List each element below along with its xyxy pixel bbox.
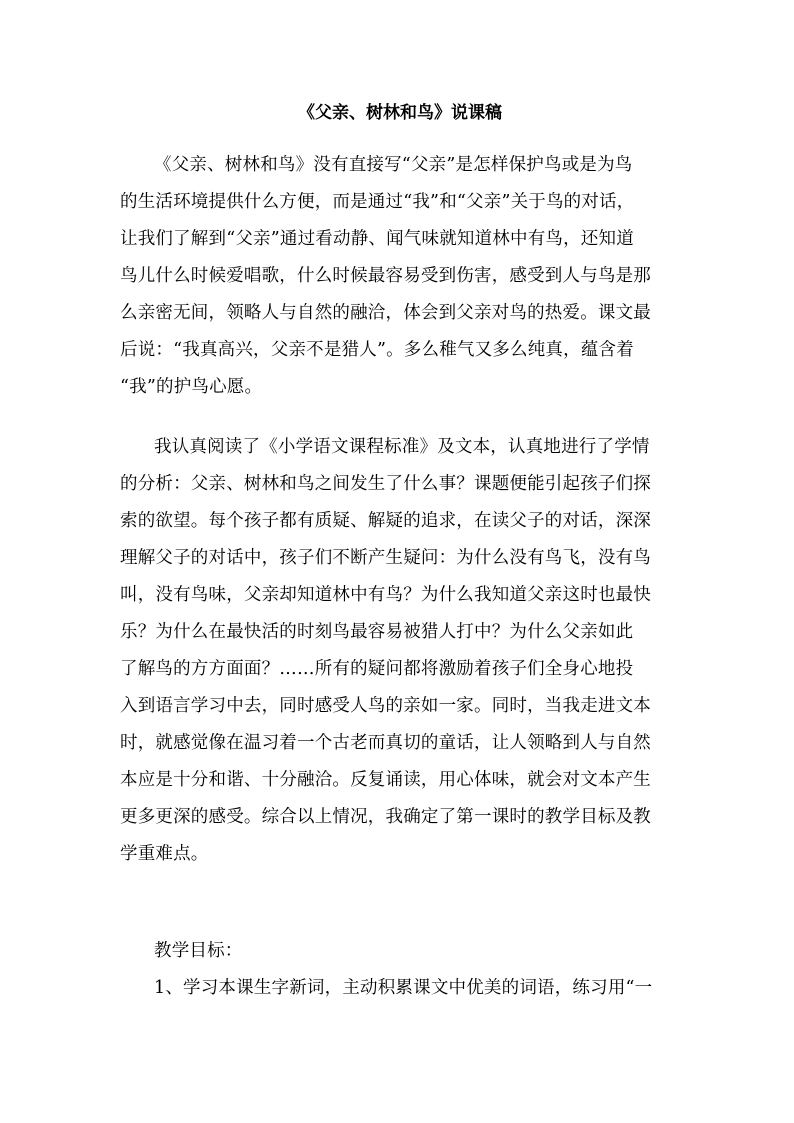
paragraph-1-line-5: 么亲密无间，领略人与自然的融洽，体会到父亲对鸟的热爱。课文最 xyxy=(120,303,651,323)
paragraph-1-line-3: 让我们了解到“父亲”通过看动静、闻气味就知道林中有鸟，还知道 xyxy=(120,229,634,249)
paragraph-2-line-3: 索的欲望。每个孩子都有质疑、解疑的追求，在读父子的对话，深深 xyxy=(120,511,651,531)
paragraph-2-line-7: 了解鸟的方方面面？……所有的疑问都将激励着孩子们全身心地投 xyxy=(120,659,634,679)
paragraph-2-line-12: 学重难点。 xyxy=(120,844,209,864)
document-title: 《父亲、树林和鸟》说课稿 xyxy=(298,103,502,123)
paragraph-1-line-6: 后说：“我真高兴，父亲不是猎人”。多么稚气又多么纯真，蕴含着 xyxy=(120,340,634,360)
paragraph-2-line-5: 叫，没有鸟味，父亲却知道林中有鸟？为什么我知道父亲这时也最快 xyxy=(120,585,651,605)
paragraph-1-line-1: 《父亲、树林和鸟》没有直接写“父亲”是怎样保护鸟或是为鸟 xyxy=(154,155,633,175)
section-heading-teaching-goals: 教学目标： xyxy=(154,941,243,961)
paragraph-2-line-2: 的分析：父亲、树林和鸟之间发生了什么事？课题便能引起孩子们探 xyxy=(120,474,651,494)
paragraph-2-line-9: 时，就感觉像在温习着一个古老而真切的童话，让人领略到人与自然 xyxy=(120,733,651,753)
paragraph-1-line-7: “我”的护鸟心愿。 xyxy=(120,377,263,397)
paragraph-1-line-4: 鸟儿什么时候爱唱歌，什么时候最容易受到伤害，感受到人与鸟是那 xyxy=(120,266,651,286)
paragraph-2-line-8: 入到语言学习中去，同时感受人鸟的亲如一家。同时，当我走进文本 xyxy=(120,696,651,716)
paragraph-2-line-10: 本应是十分和谐、十分融洽。反复诵读，用心体味，就会对文本产生 xyxy=(120,770,651,790)
paragraph-2-line-4: 理解父子的对话中，孩子们不断产生疑问：为什么没有鸟飞，没有鸟 xyxy=(120,548,651,568)
paragraph-1-line-2: 的生活环境提供什么方便，而是通过“我”和“父亲”关于鸟的对话， xyxy=(120,192,635,212)
goal-item-1: 1、学习本课生字新词，主动积累课文中优美的词语，练习用“一 xyxy=(154,978,653,998)
paragraph-2-line-1: 我认真阅读了《小学语文课程标准》及文本，认真地进行了学情 xyxy=(154,437,650,457)
paragraph-2-line-11: 更多更深的感受。综合以上情况，我确定了第一课时的教学目标及教 xyxy=(120,807,651,827)
paragraph-2-line-6: 乐？为什么在最快活的时刻鸟最容易被猎人打中？为什么父亲如此 xyxy=(120,622,634,642)
